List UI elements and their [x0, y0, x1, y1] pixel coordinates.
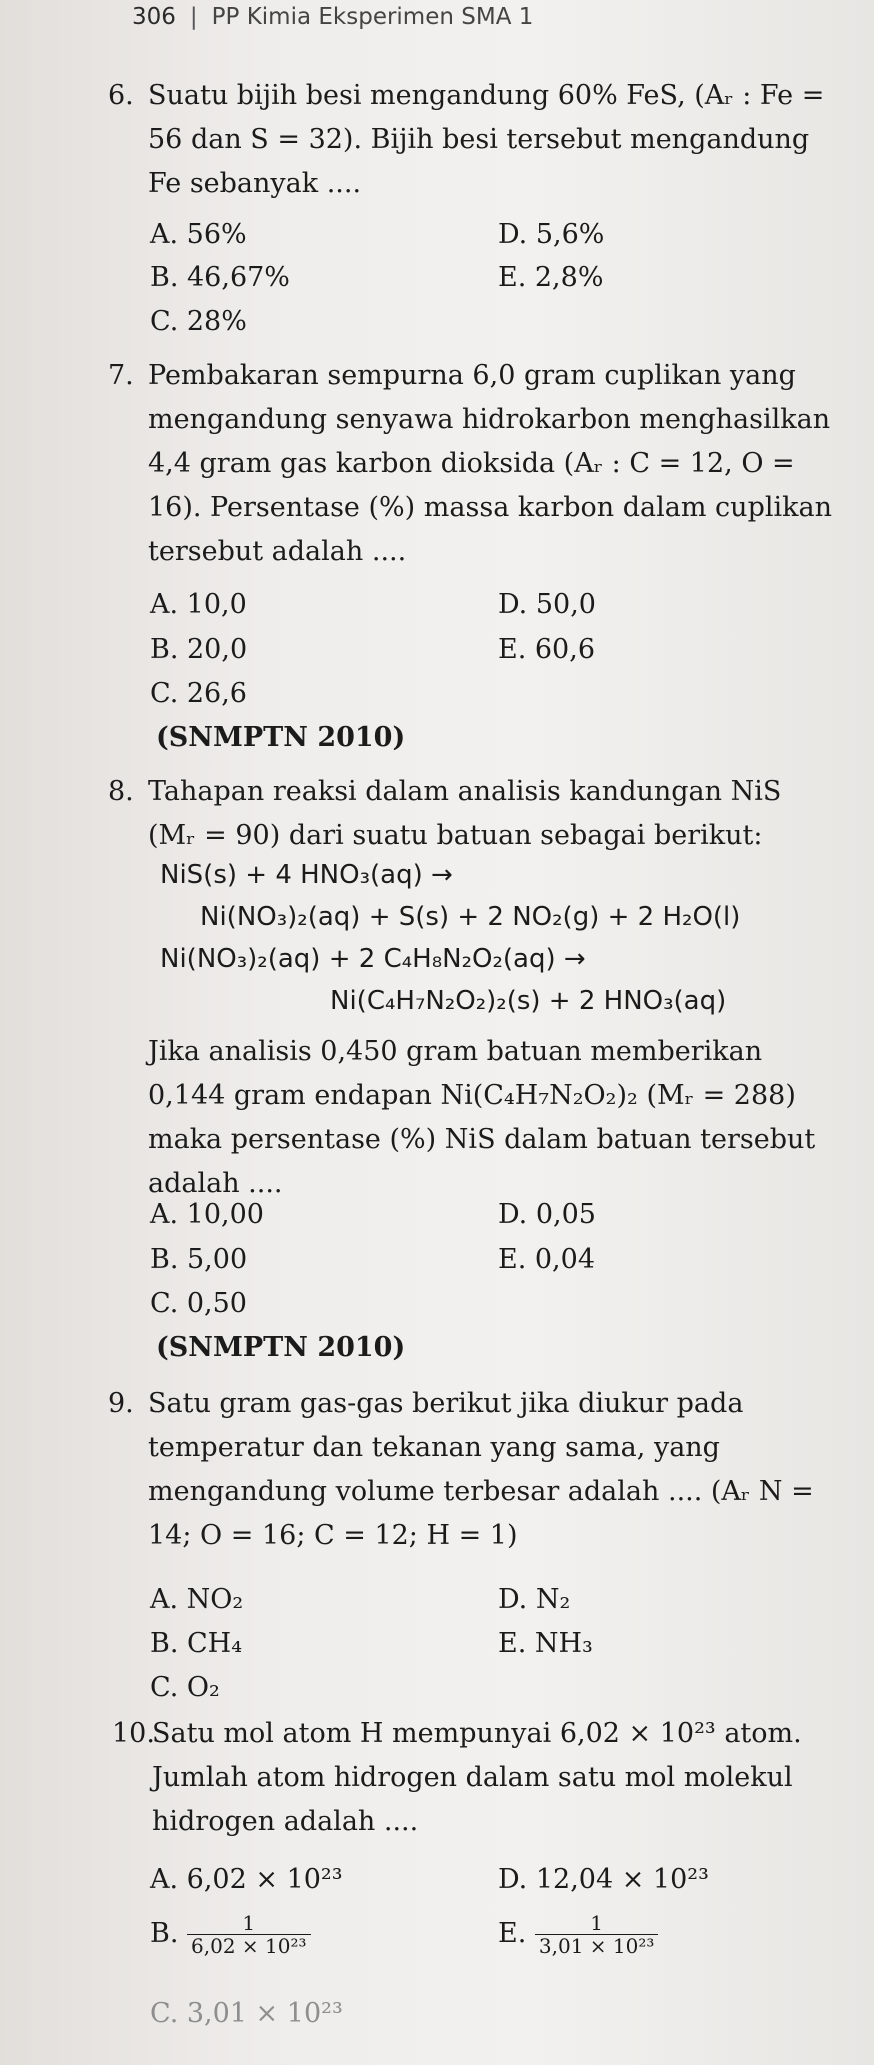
- exam-source: (SNMPTN 2010): [156, 722, 406, 753]
- option-d: D. 50,0: [498, 589, 596, 620]
- question-number: 6.: [108, 80, 134, 111]
- question-9: [108, 1382, 838, 1558]
- option-d: D. 12,04 × 10²³: [498, 1864, 709, 1895]
- exam-source: (SNMPTN 2010): [156, 1332, 406, 1363]
- question-stem: Satu mol atom H mempunyai 6,02 × 10²³ atom. Jumlah atom hidrogen dalam satu mol molekul hidrogen adalah ....: [152, 1718, 802, 1837]
- option-e: [498, 1912, 658, 1957]
- option-e-fraction: [535, 1912, 659, 1957]
- option-e: E. 2,8%: [498, 262, 604, 293]
- question-number: 9.: [108, 1388, 134, 1419]
- book-title: PP Kimia Eksperimen SMA 1: [211, 4, 534, 30]
- option-d: D. N₂: [498, 1584, 571, 1615]
- fraction-numerator: 1: [535, 1912, 659, 1935]
- question-10: [112, 1712, 842, 1844]
- question-number: 10.: [112, 1718, 155, 1749]
- question-stem-line1: Tahapan reaksi dalam analisis kandungan NiS: [148, 776, 782, 807]
- option-b: B. 5,00: [150, 1244, 248, 1275]
- question-8: [108, 770, 838, 858]
- option-b: B. CH₄: [150, 1628, 243, 1659]
- option-a: A. 56%: [150, 219, 247, 250]
- question-body: Jika analisis 0,450 gram batuan memberikan 0,144 gram endapan Ni(C₄H₇N₂O₂)₂ (Mᵣ = 288) maka persentase (%) NiS dalam batuan tersebut adalah ....: [148, 1036, 816, 1199]
- question-8-body: [148, 1030, 838, 1206]
- option-e: E. 0,04: [498, 1244, 595, 1275]
- question-number: 7.: [108, 360, 134, 391]
- question-number: 8.: [108, 776, 134, 807]
- option-e: E. NH₃: [498, 1628, 593, 1659]
- question-stem-line2: (Mᵣ = 90) dari suatu batuan sebagai berikut:: [148, 820, 763, 851]
- reaction-1-reactants: NiS(s) + 4 HNO₃(aq) →: [160, 860, 453, 890]
- fraction-numerator: 1: [187, 1912, 311, 1935]
- option-a: A. 6,02 × 10²³: [150, 1864, 343, 1895]
- option-b: B. 20,0: [150, 634, 248, 665]
- reaction-1-products: Ni(NO₃)₂(aq) + S(s) + 2 NO₂(g) + 2 H₂O(l): [200, 902, 741, 932]
- fraction-denominator: 3,01 × 10²³: [538, 1934, 655, 1958]
- page-number: 306: [132, 4, 176, 30]
- question-stem: Suatu bijih besi mengandung 60% FeS, (Aᵣ : Fe = 56 dan S = 32). Bijih besi tersebut mengandung Fe sebanyak ....: [148, 80, 825, 199]
- reaction-2-reactants: Ni(NO₃)₂(aq) + 2 C₄H₈N₂O₂(aq) →: [160, 944, 586, 974]
- option-b: B. 46,67%: [150, 262, 290, 293]
- question-stem: Pembakaran sempurna 6,0 gram cuplikan yang mengandung senyawa hidrokarbon menghasilkan 4,4 gram gas karbon dioksida (Aᵣ : C = 12, O = 16). Persentase (%) massa karbon dalam cuplikan tersebut adalah ....: [148, 360, 832, 567]
- page-header: [132, 4, 533, 30]
- option-a: A. 10,00: [150, 1199, 264, 1230]
- option-a: A. 10,0: [150, 589, 247, 620]
- question-stem: Satu gram gas-gas berikut jika diukur pada temperatur dan tekanan yang sama, yang mengandung volume terbesar adalah .... (Aᵣ N = 14; O = 16; C = 12; H = 1): [148, 1388, 814, 1551]
- option-d: D. 0,05: [498, 1199, 596, 1230]
- option-b-fraction: [187, 1912, 311, 1957]
- option-e: E. 60,6: [498, 634, 595, 665]
- option-d: D. 5,6%: [498, 219, 605, 250]
- option-c: C. 26,6: [150, 678, 247, 709]
- option-c: C. 28%: [150, 306, 247, 337]
- option-c: C. O₂: [150, 1672, 220, 1703]
- option-e-label: E.: [498, 1918, 527, 1949]
- option-a: A. NO₂: [150, 1584, 244, 1615]
- question-6: [108, 74, 838, 206]
- option-b-label: B.: [150, 1918, 179, 1949]
- reaction-2-products: Ni(C₄H₇N₂O₂)₂(s) + 2 HNO₃(aq): [330, 986, 727, 1016]
- option-c: C. 0,50: [150, 1288, 247, 1319]
- option-b: [150, 1912, 311, 1957]
- fraction-denominator: 6,02 × 10²³: [191, 1934, 307, 1958]
- question-7: [108, 354, 838, 574]
- header-divider: |: [189, 4, 198, 30]
- option-c: C. 3,01 × 10²³: [150, 1998, 343, 2029]
